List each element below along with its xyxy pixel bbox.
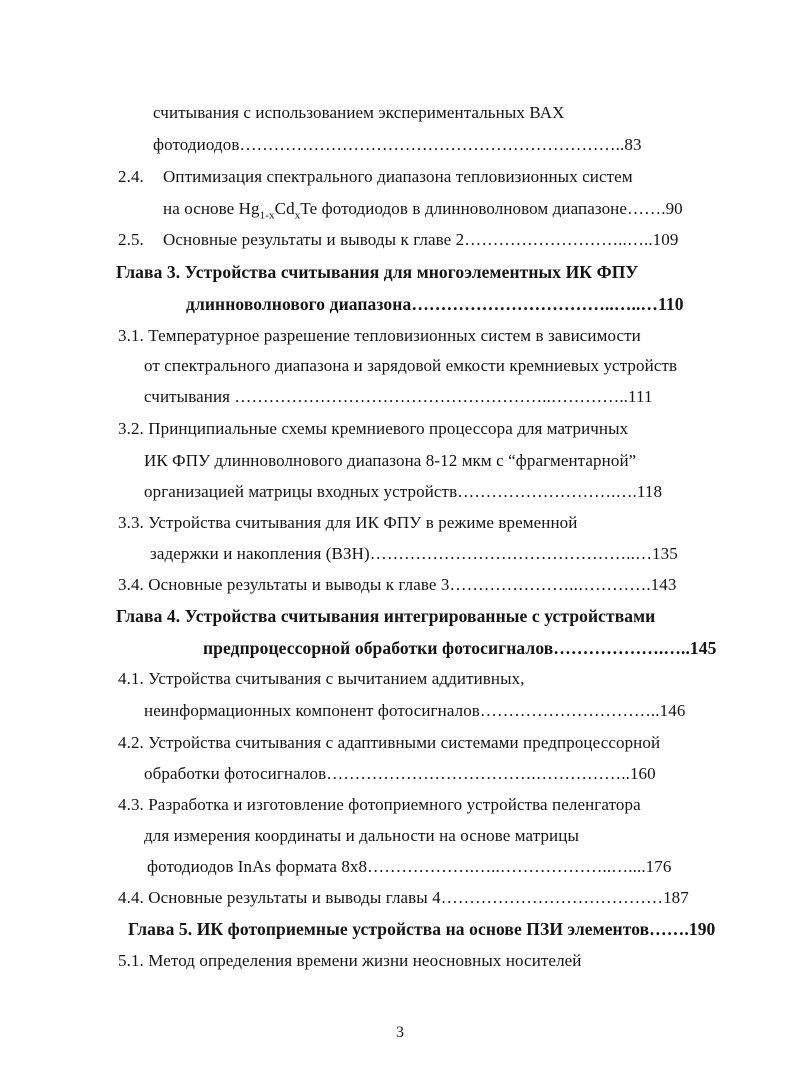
chapter-3-heading: Глава 3. Устройства считывания для многоэлементных ИК ФПУ [116,262,639,282]
toc-line-21: 4.2. Устройства считывания с адаптивными системами предпроцессорной [118,733,661,752]
toc-line-8: 3.1. Температурное разрешение тепловизионных систем в зависимости [118,326,641,345]
toc-line-1: считывания с использованием экспериментальных ВАХ [153,103,565,122]
toc-line-16: 3.4. Основные результаты и выводы к главе 3…………………..………….143 [118,575,677,594]
chapter-5-heading: Глава 5. ИК фотоприемные устройства на основе ПЗИ элементов…….190 [128,919,716,939]
toc-line-2: фотодиодов…………………………………………………………..83 [153,135,642,154]
toc-line-3-text: Оптимизация спектрального диапазона тепловизионных систем [163,167,633,186]
toc-line-5-number: 2.5. [118,230,144,249]
chapter-3-heading-cont: длинноволнового диапазона……………………………..…..…110 [186,294,684,314]
toc-line-28: 5.1. Метод определения времени жизни неосновных носителей [118,951,582,970]
toc-line-13: организацией матрицы входных устройств……………………….….118 [144,482,663,501]
toc-line-22: обработки фотосигналов……………………………….……………..160 [144,764,656,783]
toc-line-10: считывания ………………………………………………..…………..111 [144,387,653,406]
chapter-4-heading: Глава 4. Устройства считывания интегрированные с устройствами [116,606,656,626]
toc-line-4 [163,198,683,220]
toc-line-4-sub2: x [294,209,301,222]
toc-line-26: 4.4. Основные результаты и выводы главы 4…………………………………187 [118,888,689,907]
toc-line-4-pre: на основе Hg [163,199,260,218]
toc-line-4-mid: Cd [274,199,295,218]
toc-line-5-text: Основные результаты и выводы к главе 2………………………..…..109 [163,230,679,249]
toc-line-24: для измерения координаты и дальности на основе матрицы [144,826,579,845]
toc-line-11: 3.2. Принципиальные схемы кремниевого процессора для матричных [118,419,629,438]
chapter-4-heading-cont: предпроцессорной обработки фотосигналов……………….…..145 [203,638,717,658]
toc-line-23: 4.3. Разработка и изготовление фотоприемного устройства пеленгатора [118,795,641,814]
toc-line-4-post: Te фотодиодов в длинноволновом диапазоне…….90 [300,199,683,218]
toc-line-25: фотодиодов InAs формата 8x8……………….…..………………..…....176 [147,857,672,876]
toc-line-12: ИК ФПУ длинноволнового диапазона 8-12 мкм с “фрагментарной” [144,451,637,470]
toc-line-15: задержки и накопления (ВЗН)………………………………………..…135 [150,544,678,563]
page-number: 3 [396,1024,404,1041]
toc-line-4-sub1: 1-x [259,209,275,222]
toc-line-14: 3.3. Устройства считывания для ИК ФПУ в режиме временной [118,513,578,532]
toc-line-9: от спектрального диапазона и зарядовой емкости кремниевых устройств [144,356,678,375]
toc-line-19: 4.1. Устройства считывания с вычитанием аддитивных, [118,669,525,688]
toc-line-20: неинформационных компонент фотосигналов…………………………..146 [144,701,686,720]
toc-line-3-number: 2.4. [118,167,144,186]
